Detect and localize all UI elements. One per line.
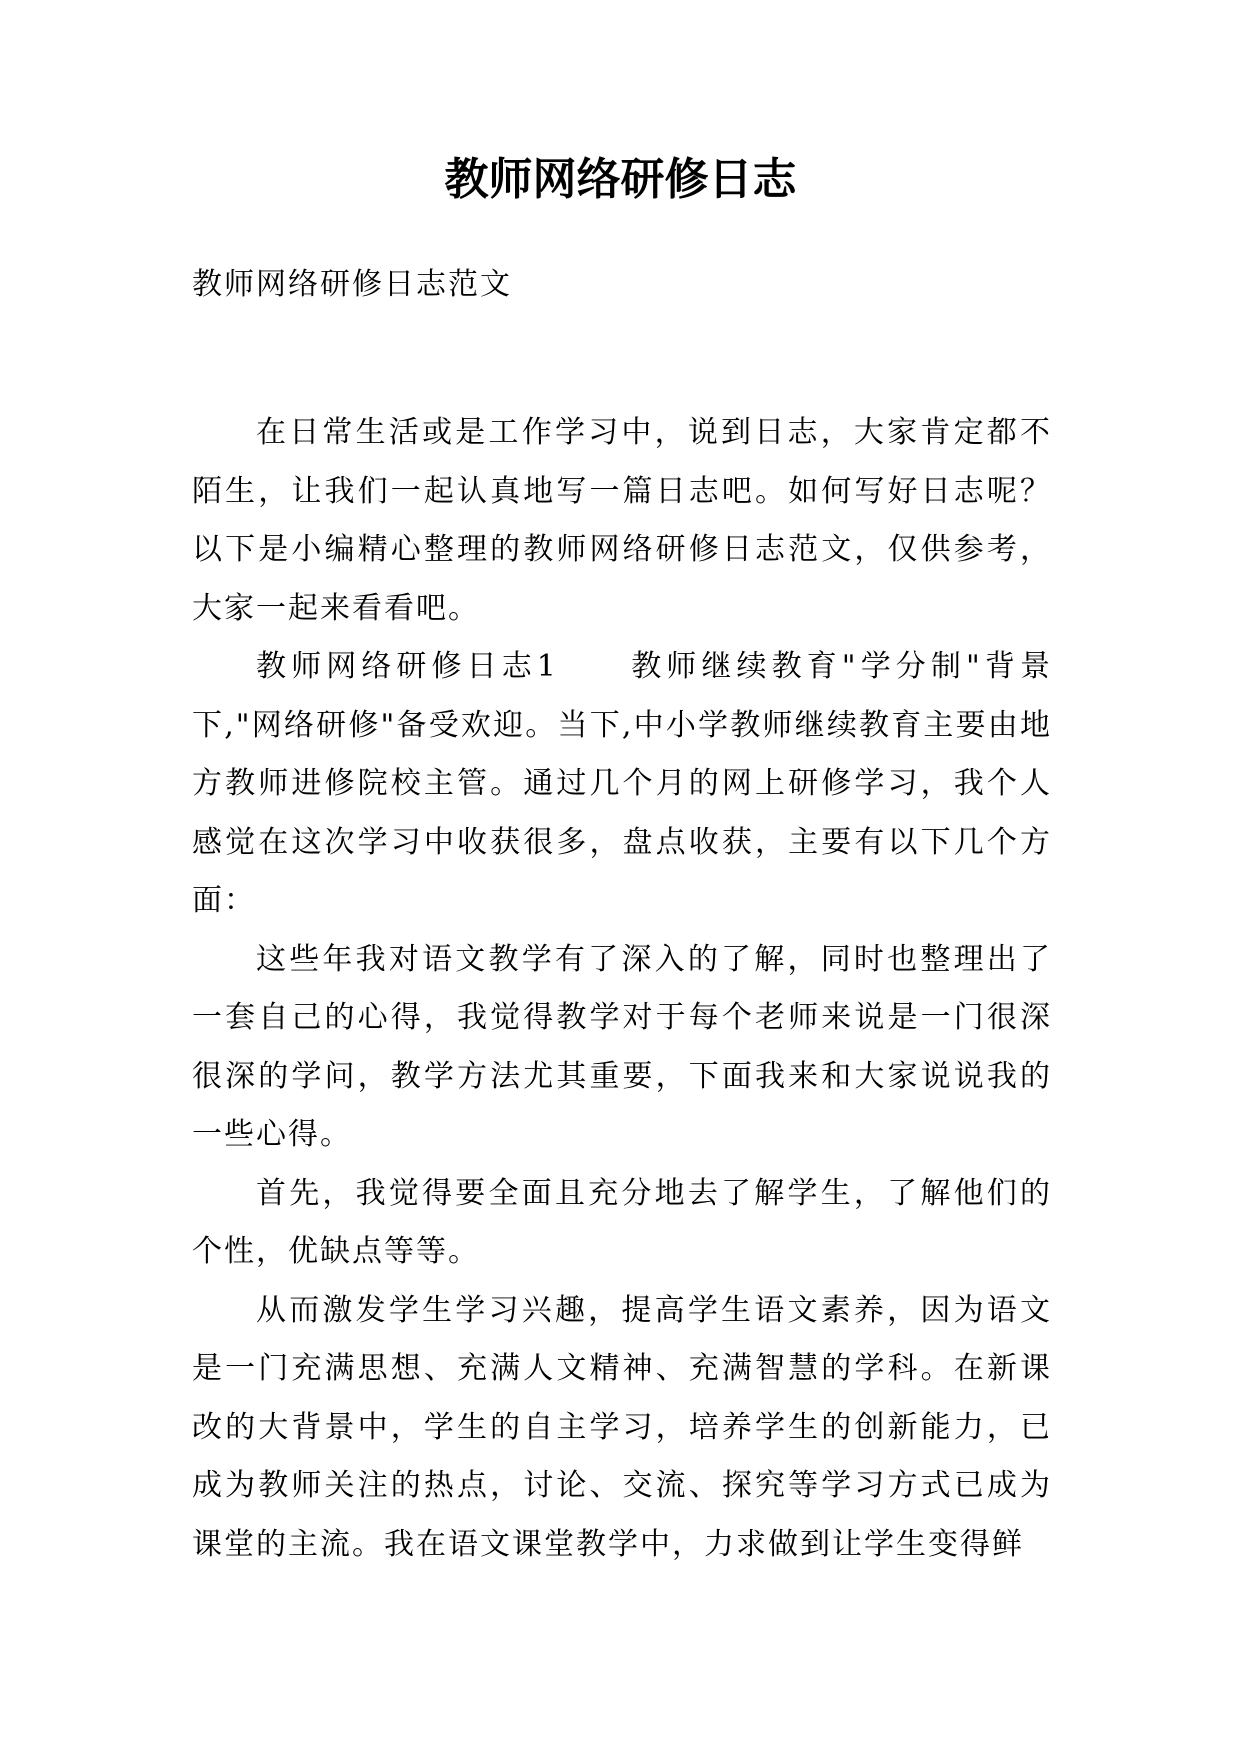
document-body [192, 404, 1052, 1574]
paragraph-experience: 这些年我对语文教学有了深入的了解，同时也整理出了一套自己的心得，我觉得教学对于每个老师来说是一门很深很深的学问，教学方法尤其重要，下面我来和大家说说我的一些心得。 [192, 941, 1052, 1152]
document-title: 教师网络研修日志 [444, 154, 797, 205]
document-subtitle: 教师网络研修日志范文 [192, 267, 512, 302]
paragraph-log-1: 教师网络研修日志1 教师继续教育"学分制"背景下,"网络研修"备受欢迎。当下,中小学教师继续教育主要由地方教师进修院校主管。通过几个月的网上研修学习，我个人感觉在这次学习中收获很多，盘点收获，主要有以下几个方面： [192, 649, 1052, 918]
paragraph-first: 首先，我觉得要全面且充分地去了解学生，了解他们的个性，优缺点等等。 [192, 1175, 1052, 1269]
paragraph-intro: 在日常生活或是工作学习中，说到日志，大家肯定都不陌生，让我们一起认真地写一篇日志吧。如何写好日志呢？以下是小编精心整理的教师网络研修日志范文，仅供参考，大家一起来看看吧。 [192, 415, 1052, 626]
paragraph-interest: 从而激发学生学习兴趣，提高学生语文素养，因为语文是一门充满思想、充满人文精神、充满智慧的学科。在新课改的大背景中，学生的自主学习，培养学生的创新能力，已成为教师关注的热点，讨论、交流、探究等学习方式已成为课堂的主流。我在语文课堂教学中，力求做到让学生变得鲜 [192, 1292, 1052, 1562]
